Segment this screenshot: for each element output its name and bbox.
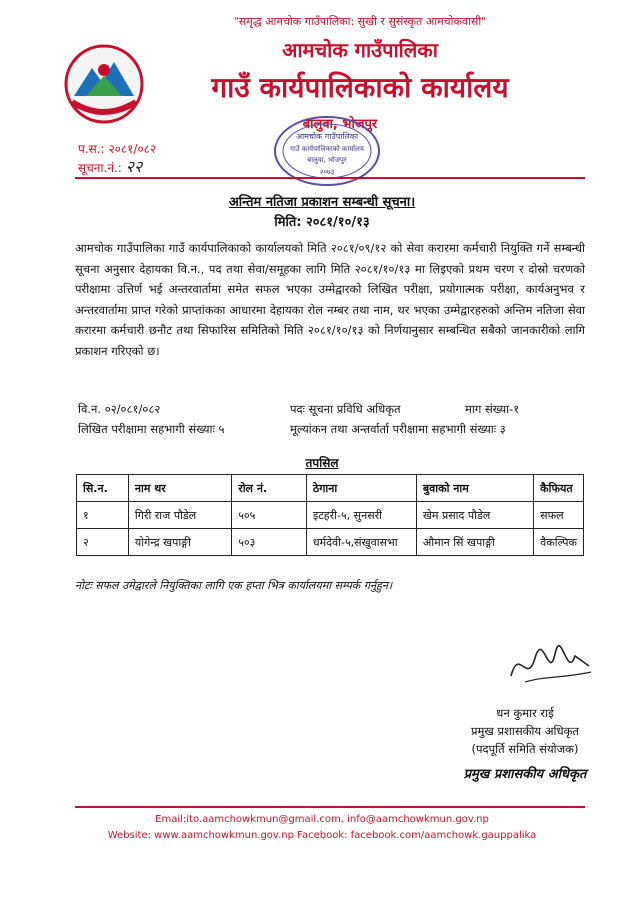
stamp-line-4: २०७३ <box>319 168 335 176</box>
cell-father: खेम प्रसाद पौडेल <box>416 502 533 529</box>
signer-name: धन कुमार राई <box>496 706 554 720</box>
notice-body: आमचोक गाउँपालिका गाउँ कार्यपालिकाको कार्यालयको मिति २०८१/०९/१२ को सेवा करारमा कर्मचारी नियुक्ति गर्ने सम्बन्धी सूचना अनुसार देहायका वि.न., पद तथा सेवा/समूहका लागि मिति २०८१/१०/१३ मा लिइएको प्रथम चरण र दोस्रो चरणको परीक्षामा उत्तिर्ण भई अन्तरवार्तामा समेत सफल भएका उम्मेद्वारको लिखित परीक्षा, प्रयोगात्मक परीक्षा, कार्यअनुभव र अन्तरवार्तामा प्राप्त गरेको प्राप्तांकका आधारमा देहायका रोल नम्बर तथा नाम, थर भएका उम्मेद्वारहरुको अन्तिम नतिजा सेवा करारमा कर्मचारी छनौट तथा सिफारिस समितिको मिति २०८१/१०/१३ को निर्णयानुसार सम्बन्धित सबैको जानकारीको लागि प्रकाशन गरिएको छ। <box>75 241 585 358</box>
written-participants: लिखित परीक्षामा सहभागी संख्याः ५ <box>78 422 225 436</box>
footer-email[interactable]: Email:ito.aamchowkmun@gmail.com, info@aamchowkmun.gov.np <box>155 814 489 825</box>
col-header-address: ठेगाना <box>306 475 416 502</box>
notice-date: मिति: २०८१/१०/१३ <box>274 215 370 230</box>
footer-website[interactable]: Website: www.aamchowkmun.gov.np Facebook: facebook.com/aamchowk.gauppalika <box>107 830 537 841</box>
signature <box>505 636 595 696</box>
cell-serial: २ <box>77 529 129 556</box>
cell-remarks: वैकल्पिक <box>534 529 584 556</box>
col-header-roll: रोल नं. <box>232 475 307 502</box>
notice-title: अन्तिम नतिजा प्रकाशन सम्बन्धी सूचना। <box>228 195 416 210</box>
nepal-emblem-logo <box>62 42 146 126</box>
evaluation-participants: मूल्यांकन तथा अन्तर्वार्ता परीक्षामा सहभागी संख्याः ३ <box>290 422 506 436</box>
notice-value: २२ <box>125 157 143 176</box>
col-header-name: नाम थर <box>128 475 231 502</box>
municipality-name: आमचोक गाउँपालिका <box>282 38 438 62</box>
cell-roll: ५०५ <box>232 502 307 529</box>
demand-count: माग संख्या-१ <box>465 402 520 416</box>
notice-number <box>78 158 156 177</box>
header-divider <box>75 177 585 179</box>
notice-label: सूचना.नं.: <box>78 161 122 175</box>
cell-remarks: सफल <box>534 502 584 529</box>
results-table <box>76 474 584 556</box>
stamp-line-2: गाउँ कार्यपालिकाको कार्यालय <box>290 145 364 153</box>
footer-divider <box>75 806 585 808</box>
cell-name: गिरी राज पौडेल <box>128 502 231 529</box>
signer-block <box>450 704 600 758</box>
cell-address: इटहरी-५, सुनसरी <box>306 502 416 529</box>
col-header-serial: सि.न. <box>77 475 129 502</box>
ref-number <box>78 140 156 158</box>
post-name: पदः सूचना प्रविधि अधिकृत <box>290 402 401 416</box>
cell-name: योगेन्द्र खपाङ्गी <box>128 529 231 556</box>
ref-label: प.स.: <box>78 142 105 156</box>
tagline: "समृद्ध आमचोक गाउँपालिका: सुखी र सुसंस्कृत आमचोकवासी" <box>233 15 487 28</box>
col-header-remarks: कैफियत <box>534 475 584 502</box>
ref-value: २०८१/०८२ <box>108 142 157 156</box>
office-name: गाउँ कार्यपालिकाको कार्यालय <box>211 71 509 104</box>
advertisement-number: वि.न. ०२/०८१/०८२ <box>78 402 161 416</box>
reference-block <box>78 140 156 177</box>
col-header-father: बुवाको नाम <box>416 475 533 502</box>
cell-father: औमान सिं खपाङ्गी <box>416 529 533 556</box>
stamp-line-3: बालुवा, भोजपुर <box>307 156 347 164</box>
table-title: तपसिल <box>305 456 339 470</box>
table-row <box>77 502 584 529</box>
office-place: बालुवा, भोजपुर <box>302 117 378 132</box>
signer-designation: प्रमुख प्रशासकीय अधिकृत <box>471 724 579 738</box>
note: नोटः सफल उमेद्वारले नियुक्तिका लागि एक हप्ता भित्र कार्यालयमा सम्पर्क गर्नुहुन। <box>75 579 393 592</box>
table-row <box>77 529 584 556</box>
cell-serial: १ <box>77 502 129 529</box>
footer <box>0 812 644 844</box>
cell-address: धर्मदेवी-५,संखुवासभा <box>306 529 416 556</box>
signer-role: (पदपूर्ति समिति संयोजक) <box>471 742 579 756</box>
cell-roll: ५०३ <box>232 529 307 556</box>
designation-stamp: प्रमुख प्रशासकीय अधिकृत <box>463 767 587 782</box>
stamp-line-1: आमचोक गाउँपालिका <box>295 132 359 141</box>
table-header-row <box>77 475 584 502</box>
